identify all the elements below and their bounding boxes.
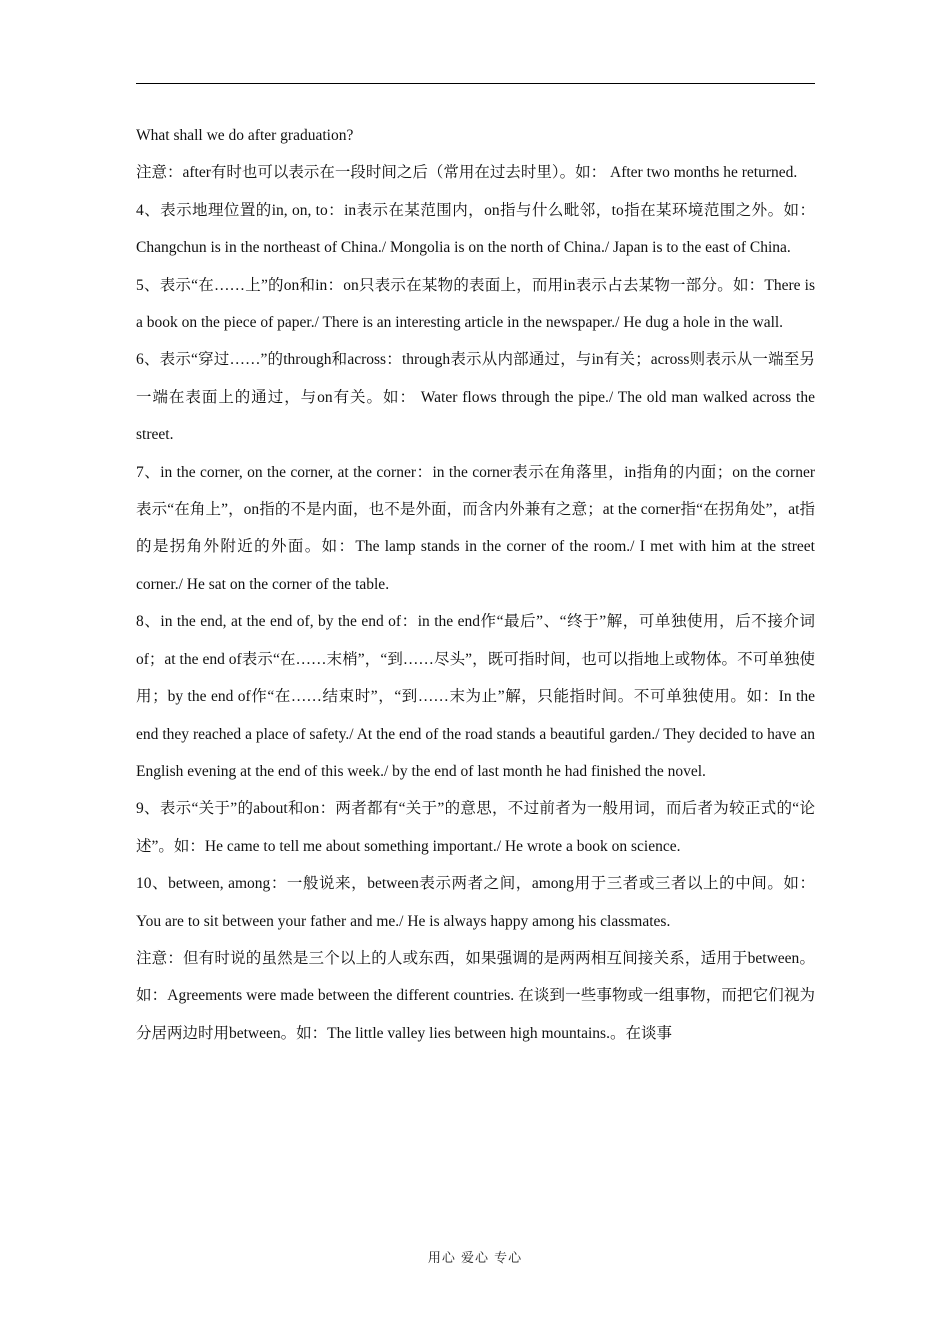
page-footer: 用心 爱心 专心	[427, 1251, 523, 1266]
paragraph-4: 6、表示“穿过……”的through和across：through表示从内部通过，与in有关；across则表示从一端至另一端在表面上的通过，与on有关。如： Water flows through the pipe./ The old man walked across the street.	[136, 351, 815, 444]
header-rule	[136, 83, 815, 84]
paragraph-9: 注意：但有时说的虽然是三个以上的人或东西，如果强调的是两两相互间接关系，适用于between。如：Agreements were made between the different countries. 在谈到一些事物或一组事物，而把它们视为分居两边时用between。如：The little valley lies between high mountains.。在谈事	[136, 949, 815, 1042]
paragraph-0: What shall we do after graduation?	[136, 127, 354, 144]
paragraph-6: 8、in the end, at the end of, by the end of：in the end作“最后”、“终于”解，可单独使用，后不接介词of；at the end of表示“在……末梢”，“到……尽头”，既可指时间，也可以指地上或物体。不可单独使用；by the end of作“在……结束时”，“到……末为止”解，只能指时间。不可单独使用。如：In the end they reached a place of safety./ At the end of the road stands a beautiful garden./ They decided to have an English evening at the end of this week./ by the end of last month he had finished the novel.	[136, 613, 815, 780]
paragraph-2: 4、表示地理位置的in, on, to：in表示在某范围内，on指与什么毗邻，to指在某环境范围之外。如：Changchun is in the northeast of China./ Mongolia is on the north of China./ Japan is to the east of China.	[136, 201, 815, 257]
paragraph-8: 10、between, among：一般说来，between表示两者之间，among用于三者或三者以上的中间。如：You are to sit between your father and me./ He is always happy among his classmates.	[136, 875, 815, 930]
paragraph-7: 9、表示“关于”的about和on：两者都有“关于”的意思，不过前者为一般用词，而后者为较正式的“论述”。如：He came to tell me about something important./ He wrote a book on science.	[136, 800, 815, 855]
paragraph-5: 7、in the corner, on the corner, at the corner：in the corner表示在角落里，in指角的内面；on the corner表示“在角上”，on指的不是内面，也不是外面，而含内外兼有之意；at the corner指“在拐角处”，at指的是拐角外附近的外面。如：The lamp stands in the corner of the room./ I met with him at the street corner./ He sat on the corner of the table.	[136, 463, 815, 593]
paragraph-1: 注意：after有时也可以表示在一段时间之后（常用在过去时里）。如： After two months he returned.	[136, 164, 798, 182]
document-body	[136, 117, 815, 1052]
paragraph-3: 5、表示“在……上”的on和in：on只表示在某物的表面上，而用in表示占去某物一部分。如：There is a book on the piece of paper./ There is an interesting article in the newspaper./ He dug a hole in the wall.	[136, 276, 815, 332]
